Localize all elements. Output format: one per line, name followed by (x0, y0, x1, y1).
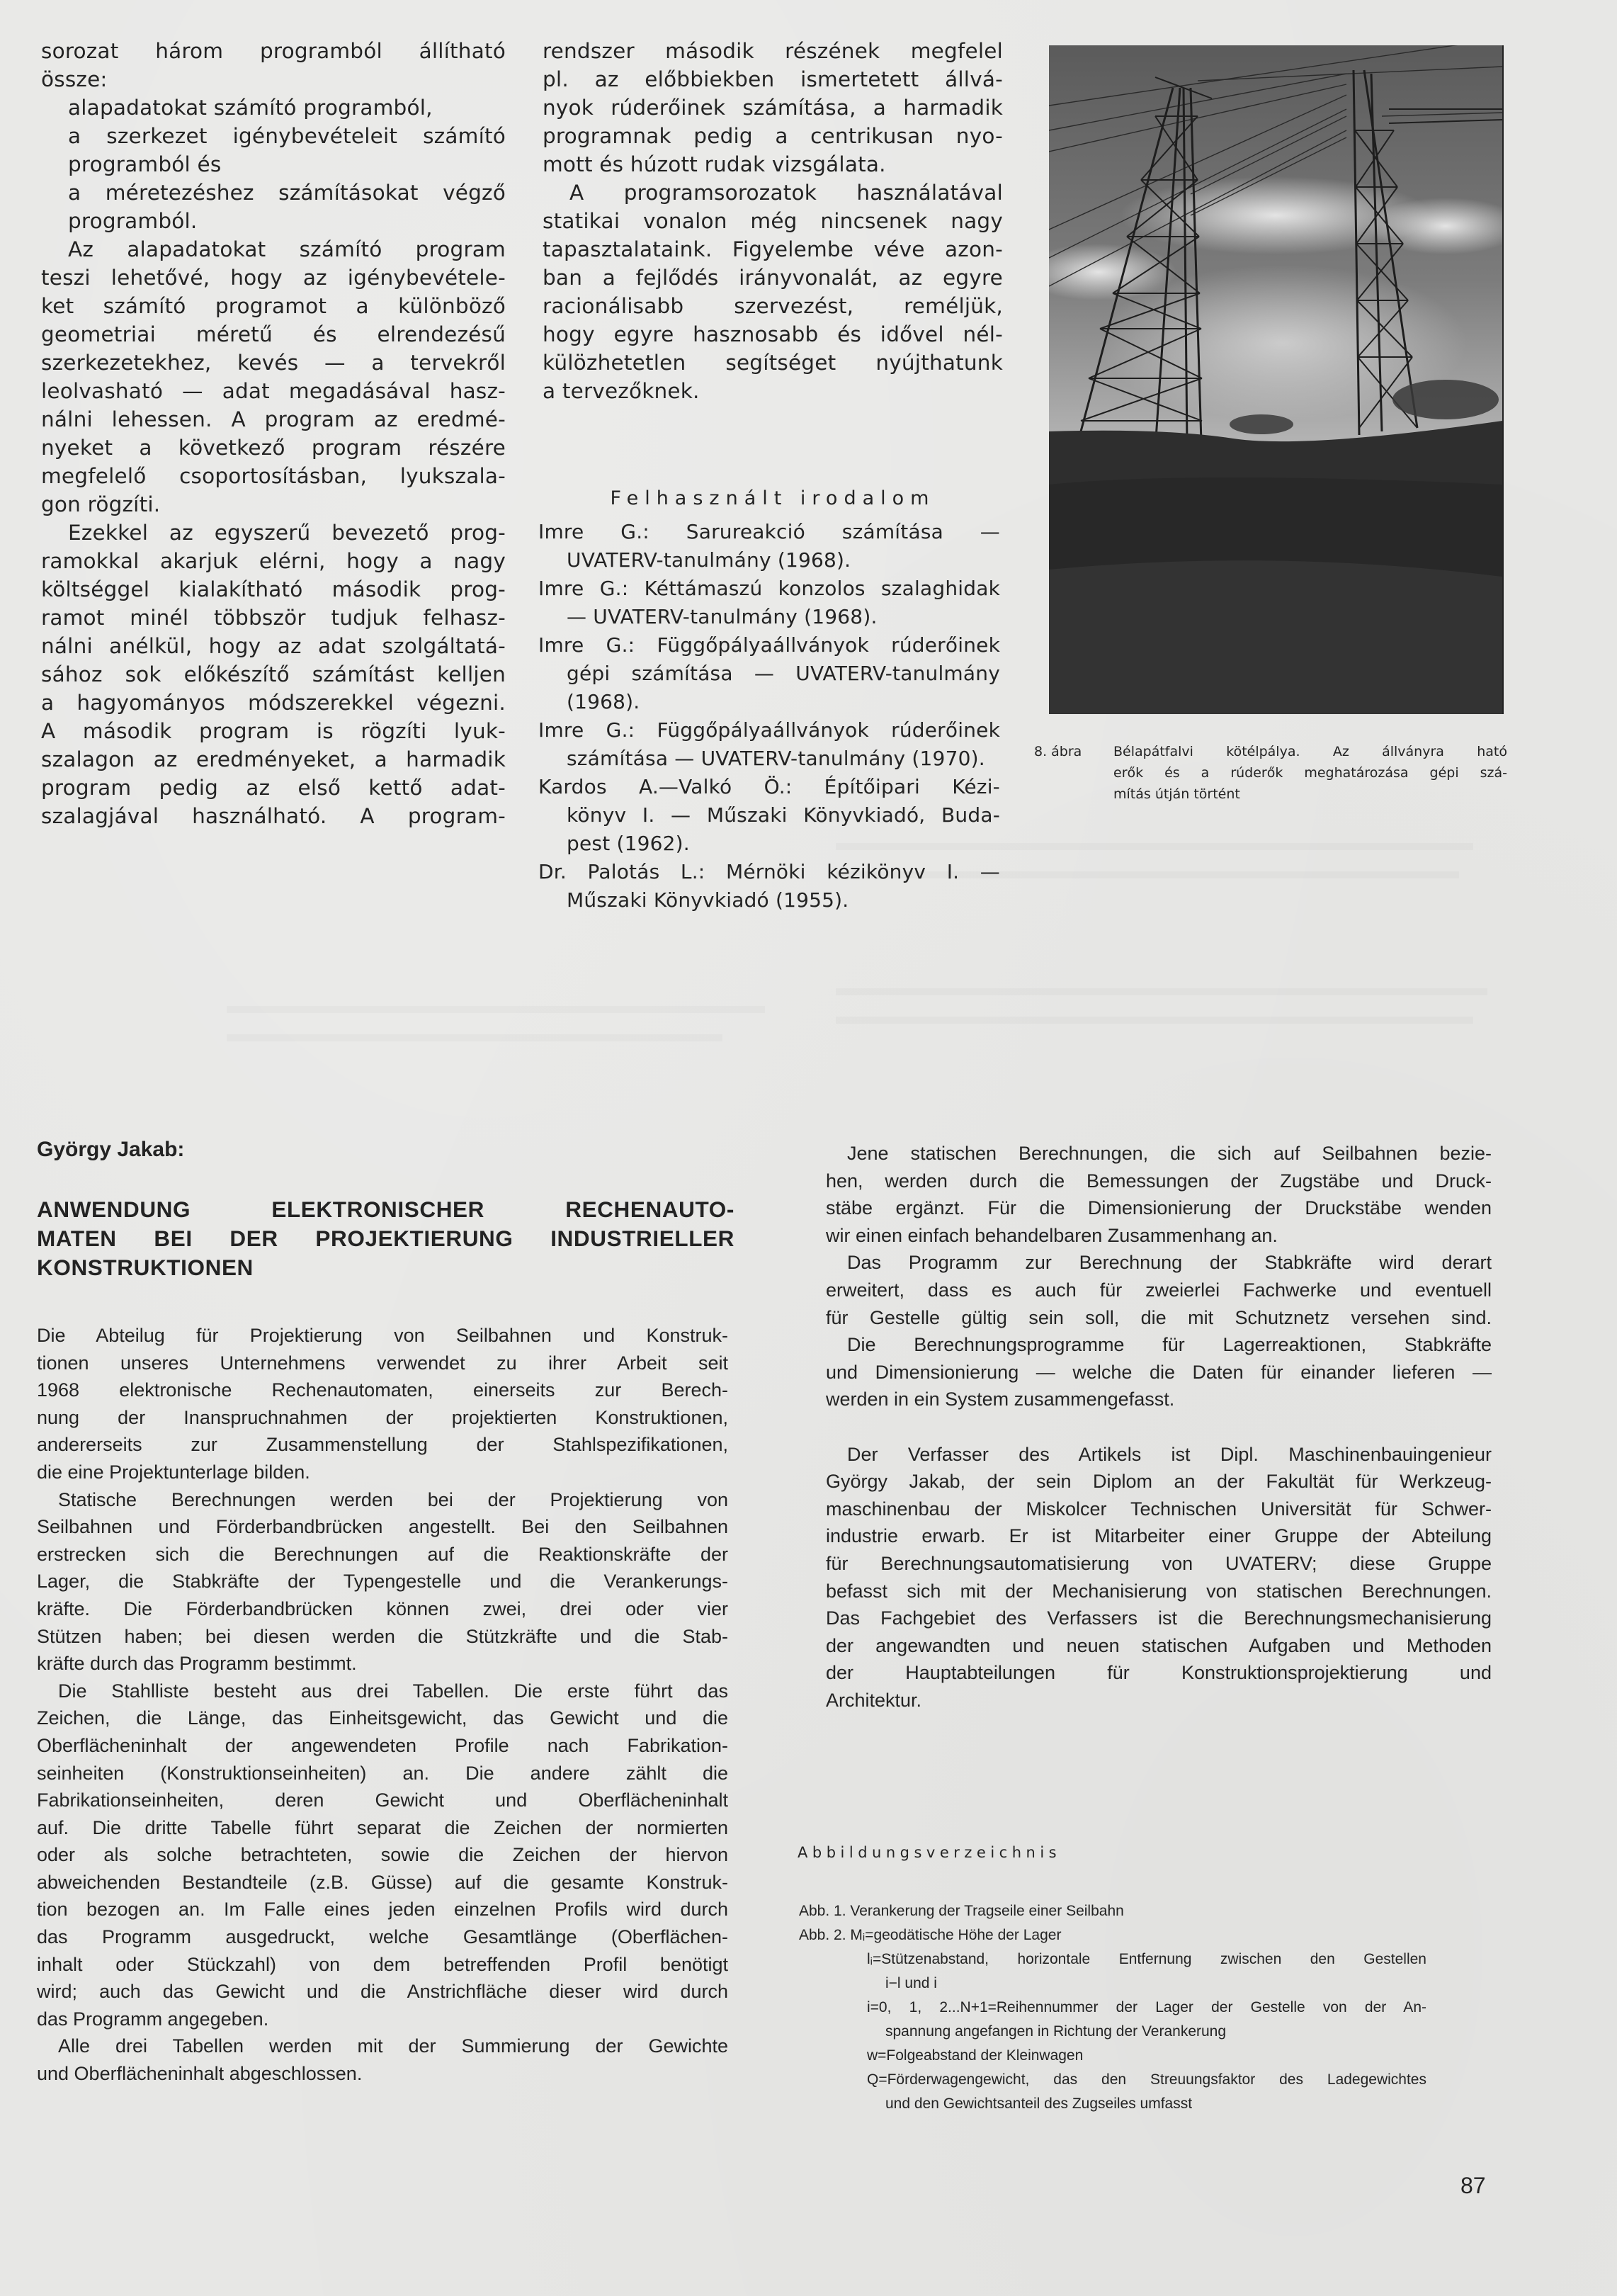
caption-line: Bélapátfalvi kötélpálya. Az állványra ható (1113, 744, 1507, 759)
text-line: alapadatokat számító programból, (68, 96, 433, 120)
text-line: wir einen einfach behandelbaren Zusammenhang an. (826, 1224, 1278, 1246)
text-line: Oberflächeninhalt der angewendeten Profile nach Fabrikation- (37, 1734, 728, 1756)
text-line: külözhetetlen segítséget nyújthatunk (543, 351, 1003, 375)
text-line: Architektur. (826, 1689, 922, 1711)
text-line: nyeket a következő program részére (41, 436, 506, 460)
german-left-column (37, 1322, 728, 2088)
text-line: szerkezetekhez, kevés — a tervekről (41, 351, 506, 375)
text-line: kräfte. Die Förderbandbrücken können zwei, drei oder vier (37, 1597, 728, 1619)
figure-photo-cableway-towers (1049, 45, 1504, 714)
page-number: 87 (1460, 2173, 1486, 2198)
text-line: tapasztalataink. Figyelembe véve azon- (543, 237, 1003, 261)
reference-line: — UVATERV-tanulmány (1968). (567, 605, 878, 628)
text-line: hen, werden durch die Bemessungen der Zugstäbe und Druck- (826, 1170, 1492, 1192)
text-line: hogy egyre hasznosabb és idővel nél- (543, 322, 1003, 346)
text-line: befasst sich mit der Mechanisierung von statischen Berechnungen. (826, 1580, 1492, 1602)
text-line: und Oberflächeninhalt abgeschlossen. (37, 2063, 363, 2085)
reference-entry (538, 775, 1000, 860)
reference-entry (538, 520, 1000, 577)
reference-entry (538, 860, 1000, 917)
article-title (37, 1195, 734, 1282)
text-line: Lager, die Stabkräfte der Typengestelle und die Verankerungs- (37, 1571, 728, 1593)
text-line: nálni lehessen. A program az eredmé- (41, 407, 506, 431)
text-line: der Hauptabteilungen für Konstruktionsprojektierung und (826, 1662, 1492, 1684)
text-line: Das Fachgebiet des Verfassers ist die Berechnungsmechanisierung (826, 1607, 1492, 1629)
text-line: Die Stahlliste besteht aus drei Tabellen. Die erste führt das (58, 1680, 728, 1702)
text-line: Jene statischen Berechnungen, die sich auf Seilbahnen bezie- (847, 1143, 1492, 1164)
text-line: auf. Die dritte Tabelle führt separat die Zeichen der normierten (37, 1816, 728, 1838)
reference-line: gépi számítása — UVATERV-tanulmány (567, 662, 1000, 685)
figure-list-item: spannung angefangen in Richtung der Verankerung (885, 2023, 1227, 2040)
text-line: a hagyományos módszerekkel végezni. (41, 691, 506, 715)
figure-label: 8. ábra (1034, 744, 1082, 759)
text-line: erweitert, dass es auch für zweierlei Fachwerke und eventuell (826, 1279, 1492, 1301)
text-line: ban a fejlődés irányvonalát, az egyre (543, 266, 1003, 290)
hungarian-middle-column (543, 37, 1003, 405)
text-line: program pedig az első kettő adat- (41, 776, 506, 800)
text-line: Az alapadatokat számító program (68, 237, 506, 261)
text-line: mott és húzott rudak vizsgálata. (543, 152, 886, 176)
text-line: megfelelő csoportosításban, lyukszala- (41, 464, 506, 488)
reference-line: Imre G.: Függőpályaállványok rúderőinek (538, 633, 1000, 657)
reference-line: számítása — UVATERV-tanulmány (1970). (567, 747, 985, 770)
figure-caption-text (1113, 741, 1507, 805)
text-line: ket számító programot a különböző (41, 294, 506, 318)
text-line: nyok rúderőinek számítása, a harmadik (543, 96, 1003, 120)
references-heading: Felhasznált irodalom (610, 487, 936, 509)
text-line: wird; auch das Gewicht und die Anstrichfläche dieser wird durch (37, 1981, 728, 2003)
text-line: nálni anélkül, hogy az adat szolgáltatá- (41, 634, 506, 658)
reference-line: Kardos A.—Valkó Ö.: Építőipari Kézi- (538, 775, 1000, 798)
text-line: Zeichen, die Länge, das Einheitsgewicht, das Gewicht und die (37, 1707, 728, 1729)
text-line: für Berechnungsautomatisierung von UVATERV; diese Gruppe (826, 1552, 1492, 1574)
text-line: werden in ein System zusammengefasst. (826, 1389, 1175, 1410)
text-line: nung der Inanspruchnahmen der projektierten Konstruktionen, (37, 1406, 728, 1428)
title-line: ANWENDUNG ELEKTRONISCHER RECHENAUTO- (37, 1197, 734, 1222)
caption-line: mítás útján történt (1113, 786, 1240, 802)
article-author: György Jakab: (37, 1138, 185, 1161)
text-line: szalagjával használható. A program- (41, 804, 506, 828)
text-line: das Programm angegeben. (37, 2008, 269, 2030)
text-line: gon rögzíti. (41, 492, 161, 516)
text-line: sához sok előkészítő számítást kelljen (41, 662, 506, 686)
text-line: szalagon az eredményeket, a harmadik (41, 747, 506, 771)
figure-list-heading: Abbildungsverzeichnis (798, 1844, 1062, 1861)
reference-line: Imre G.: Függőpályaállványok rúderőinek (538, 718, 1000, 742)
reference-line: Dr. Palotás L.: Mérnöki kézikönyv I. — (538, 860, 1000, 883)
text-line: Statische Berechnungen werden bei der Projektierung von (58, 1488, 728, 1510)
text-line: programból és (68, 152, 222, 176)
reference-entry (538, 718, 1000, 775)
text-line: erstrecken sich die Berechnungen auf die Reaktionskräfte der (37, 1543, 728, 1565)
text-line: Die Berechnungsprogramme für Lagerreaktionen, Stabkräfte (847, 1334, 1492, 1356)
text-line: a méretezéshez számításokat végző (68, 181, 506, 205)
german-right-column (826, 1140, 1492, 1714)
figure-list-item: i=0, 1, 2...N+1=Reihennummer der Lager der Gestelle von der An- (867, 1999, 1426, 2015)
text-line: Das Programm zur Berechnung der Stabkräfte wird derart (847, 1252, 1492, 1274)
text-line: seinheiten (Konstruktionseinheiten) an. Die andere zählt die (37, 1762, 728, 1784)
references-section (543, 485, 1003, 513)
figure-list-item: Abb. 2. Mᵢ=geodätische Höhe der Lager (799, 1927, 1062, 1943)
reference-line: Imre G.: Sarureakció számítása — (538, 520, 1000, 543)
reference-line: Műszaki Könyvkiadó (1955). (567, 888, 849, 912)
figure-list-item: lᵢ=Stützenabstand, horizontale Entfernung zwischen den Gestellen (867, 1951, 1426, 1967)
figure-list-item: und den Gewichtsanteil des Zugseiles umfasst (885, 2096, 1193, 2112)
reference-line: UVATERV-tanulmány (1968). (567, 548, 851, 572)
text-line (826, 1413, 1492, 1441)
text-line: Stützen haben; bei diesen werden die Stützkräfte und die Stab- (37, 1625, 728, 1647)
text-line: die eine Projektunterlage bilden. (37, 1461, 310, 1483)
text-line: 1968 elektronische Rechenautomaten, einerseits zur Berech- (37, 1379, 728, 1401)
text-line: A programsorozatok használatával (569, 181, 1003, 205)
text-line: tion bezogen an. Im Falle eines jeden einzelnen Profils wird durch (37, 1899, 728, 1921)
text-line: stäbe ergänzt. Für die Dimensionierung der Druckstäbe wenden (826, 1197, 1492, 1219)
reference-line: (1968). (567, 690, 640, 713)
text-line: das Programm ausgedruckt, welche Gesamtlänge (Oberflächen- (37, 1926, 728, 1948)
text-line: György Jakab, der sein Diplom an der Fakultät für Werkzeug- (826, 1471, 1492, 1493)
title-line: MATEN BEI DER PROJEKTIERUNG INDUSTRIELLER (37, 1226, 734, 1251)
text-line: Alle drei Tabellen werden mit der Summierung der Gewichte (58, 2035, 728, 2057)
text-line: programnak pedig a centrikusan nyo- (543, 124, 1003, 148)
references-list (538, 520, 1000, 917)
reference-line: pest (1962). (567, 832, 690, 855)
text-line: racionálisabb szervezést, reméljük, (543, 294, 1003, 318)
text-line: kräfte durch das Programm bestimmt. (37, 1653, 357, 1675)
text-line: industrie erwarb. Er ist Mitarbeiter einer Gruppe der Abteilung (826, 1525, 1492, 1547)
figure-list-item: Abb. 1. Verankerung der Tragseile einer Seilbahn (799, 1903, 1124, 1919)
text-line: inhalt oder Stückzahl) von dem betreffenden Profil benötigt (37, 1953, 728, 1975)
text-line: tionen unseres Unternehmens verwendet zu ihrer Arbeit seit (37, 1352, 728, 1374)
text-line: der angewandten und neuen statischen Aufgaben und Methoden (826, 1634, 1492, 1656)
text-line: programból. (68, 209, 198, 233)
reference-line: könyv I. — Műszaki Könyvkiadó, Buda- (567, 803, 1000, 827)
reference-line: Imre G.: Kéttámaszú konzolos szalaghidak (538, 577, 1000, 600)
text-line: össze: (41, 67, 108, 91)
reference-entry (538, 577, 1000, 633)
figure-list-item: i−l und i (885, 1975, 937, 1991)
hungarian-left-column (41, 37, 506, 830)
text-line: Fabrikationseinheiten, deren Gewicht und Oberflächeninhalt (37, 1789, 728, 1811)
text-line: oder als solche betrachteten, sowie die Zeichen der hiervon (37, 1844, 728, 1866)
text-line: und Dimensionierung — welche die Daten für einander lieferen — (826, 1361, 1492, 1383)
title-line: KONSTRUKTIONEN (37, 1255, 254, 1280)
text-line: Die Abteilug für Projektierung von Seilbahnen und Konstruk- (37, 1325, 728, 1346)
text-line: Seilbahnen und Förderbandbrücken angestellt. Bei den Seilbahnen (37, 1516, 728, 1538)
figure-list (799, 1899, 1436, 2116)
text-line: a szerkezet igénybevételeit számító (68, 124, 506, 148)
reference-entry (538, 633, 1000, 718)
text-line: maschinenbau der Miskolcer Technischen Universität für Schwer- (826, 1498, 1492, 1520)
text-line: a tervezőknek. (543, 379, 700, 403)
text-line: költséggel kialakítható második prog- (41, 577, 506, 601)
text-line: statikai vonalon még nincsenek nagy (543, 209, 1003, 233)
text-line: ramokkal akarjuk elérni, hogy a nagy (41, 549, 506, 573)
text-line: teszi lehetővé, hogy az igénybevétele- (41, 266, 506, 290)
text-line: A második program is rögzíti lyuk- (41, 719, 506, 743)
text-line: für Gestelle gültig sein soll, die mit Schutznetz versehen sind. (826, 1306, 1492, 1328)
text-line: geometriai méretű és elrendezésű (41, 322, 506, 346)
caption-line: erők és a rúderők meghatározása gépi szá- (1113, 765, 1507, 781)
text-line: Der Verfasser des Artikels ist Dipl. Maschinenbauingenieur (847, 1443, 1492, 1465)
text-line: leolvasható — adat megadásával hasz- (41, 379, 506, 403)
text-line: Ezekkel az egyszerű bevezető prog- (68, 521, 506, 545)
text-line: ramot minél többször tudjuk felhasz- (41, 606, 506, 630)
text-line: abweichenden Bestandteile (z.B. Güsse) auf die gesamte Konstruk- (37, 1871, 728, 1893)
text-line: sorozat három programból állítható (41, 39, 506, 63)
tower-photo-illustration (1049, 45, 1502, 714)
text-line: rendszer második részének megfelel (543, 39, 1003, 63)
text-line: andererseits zur Zusammenstellung der Stahlspezifikationen, (37, 1434, 728, 1456)
text-line: pl. az előbbiekben ismertetett állvá- (543, 67, 1003, 91)
figure-list-item: w=Folgeabstand der Kleinwagen (867, 2047, 1084, 2064)
figure-list-item: Q=Förderwagengewicht, das den Streuungsfaktor des Ladegewichtes (867, 2071, 1426, 2088)
